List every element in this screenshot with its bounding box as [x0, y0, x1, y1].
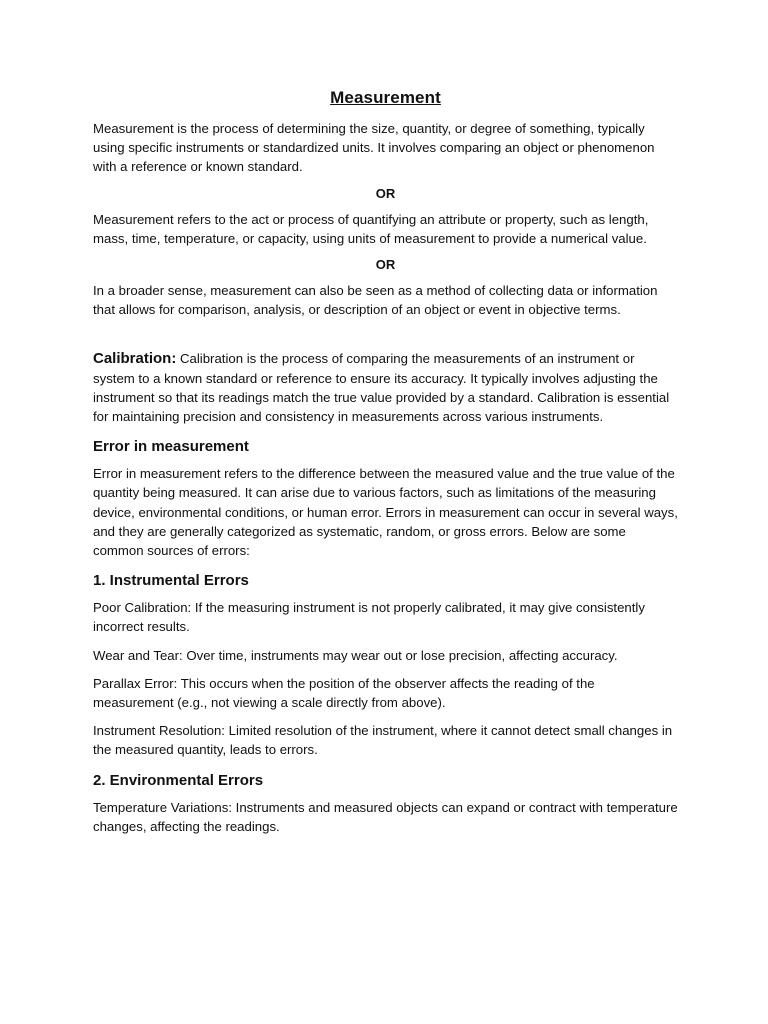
calibration-text: Calibration is the process of comparing the measurements of an instrument or system to a known standard or reference to ensure its accuracy. It typically involves adjusting the instrument so that its readings match the true value provided by a standard. Calibration is essential for maintaining precision and consistency in measurements across various instruments.: [93, 351, 670, 425]
environmental-item-temperature: Temperature Variations: Instruments and measured objects can expand or contract with temperature changes, affecting the readings.: [93, 799, 678, 834]
intro-paragraph-1: Measurement is the process of determining the size, quantity, or degree of something, typically using specific instruments or standardized units. It involves comparing an object or phenomenon with a reference or known standard.: [93, 121, 655, 175]
instrumental-item-resolution: Instrument Resolution: Limited resolution of the instrument, where it cannot detect small changes in the measured quantity, leads to errors.: [93, 723, 673, 758]
error-paragraph: Error in measurement refers to the difference between the measured value and the true value of the quantity being measured. It can arise due to various factors, such as limitations of the measuring device, environmental conditions, or human error. Errors in measurement can occur in several ways, and they are generally categorized as systematic, random, or gross errors. Below are some common sources of errors:: [93, 466, 678, 559]
instrumental-item-parallax-error: Parallax Error: This occurs when the position of the observer affects the reading of the measurement (e.g., not viewing a scale directly from above).: [93, 675, 595, 711]
instrumental-item-wear-and-tear: Wear and Tear: Over time, instruments may wear out or lose precision, affecting accuracy.: [93, 647, 618, 663]
or-separator-2: OR: [375, 257, 396, 273]
or-separator-1: OR: [375, 185, 396, 201]
error-heading: Error in measurement: [93, 438, 249, 456]
intro-paragraph-3: In a broader sense, measurement can also be seen as a method of collecting data or information that allows for comparison, analysis, or description of an object or event in objective terms.: [93, 283, 658, 318]
instrumental-item-poor-calibration: Poor Calibration: If the measuring instrument is not properly calibrated, it may give consistently incorrect results.: [93, 600, 645, 635]
calibration-paragraph: [93, 349, 678, 426]
environmental-errors-heading: 2. Environmental Errors: [93, 771, 264, 789]
document-page: [93, 88, 678, 836]
calibration-label: Calibration:: [93, 350, 177, 368]
intro-paragraph-2: Measurement refers to the act or process of quantifying an attribute or property, such as length, mass, time, temperature, or capacity, using units of measurement to provide a numerical value.: [93, 211, 649, 246]
instrumental-errors-heading: 1. Instrumental Errors: [93, 572, 249, 590]
page-title: Measurement: [330, 88, 441, 107]
